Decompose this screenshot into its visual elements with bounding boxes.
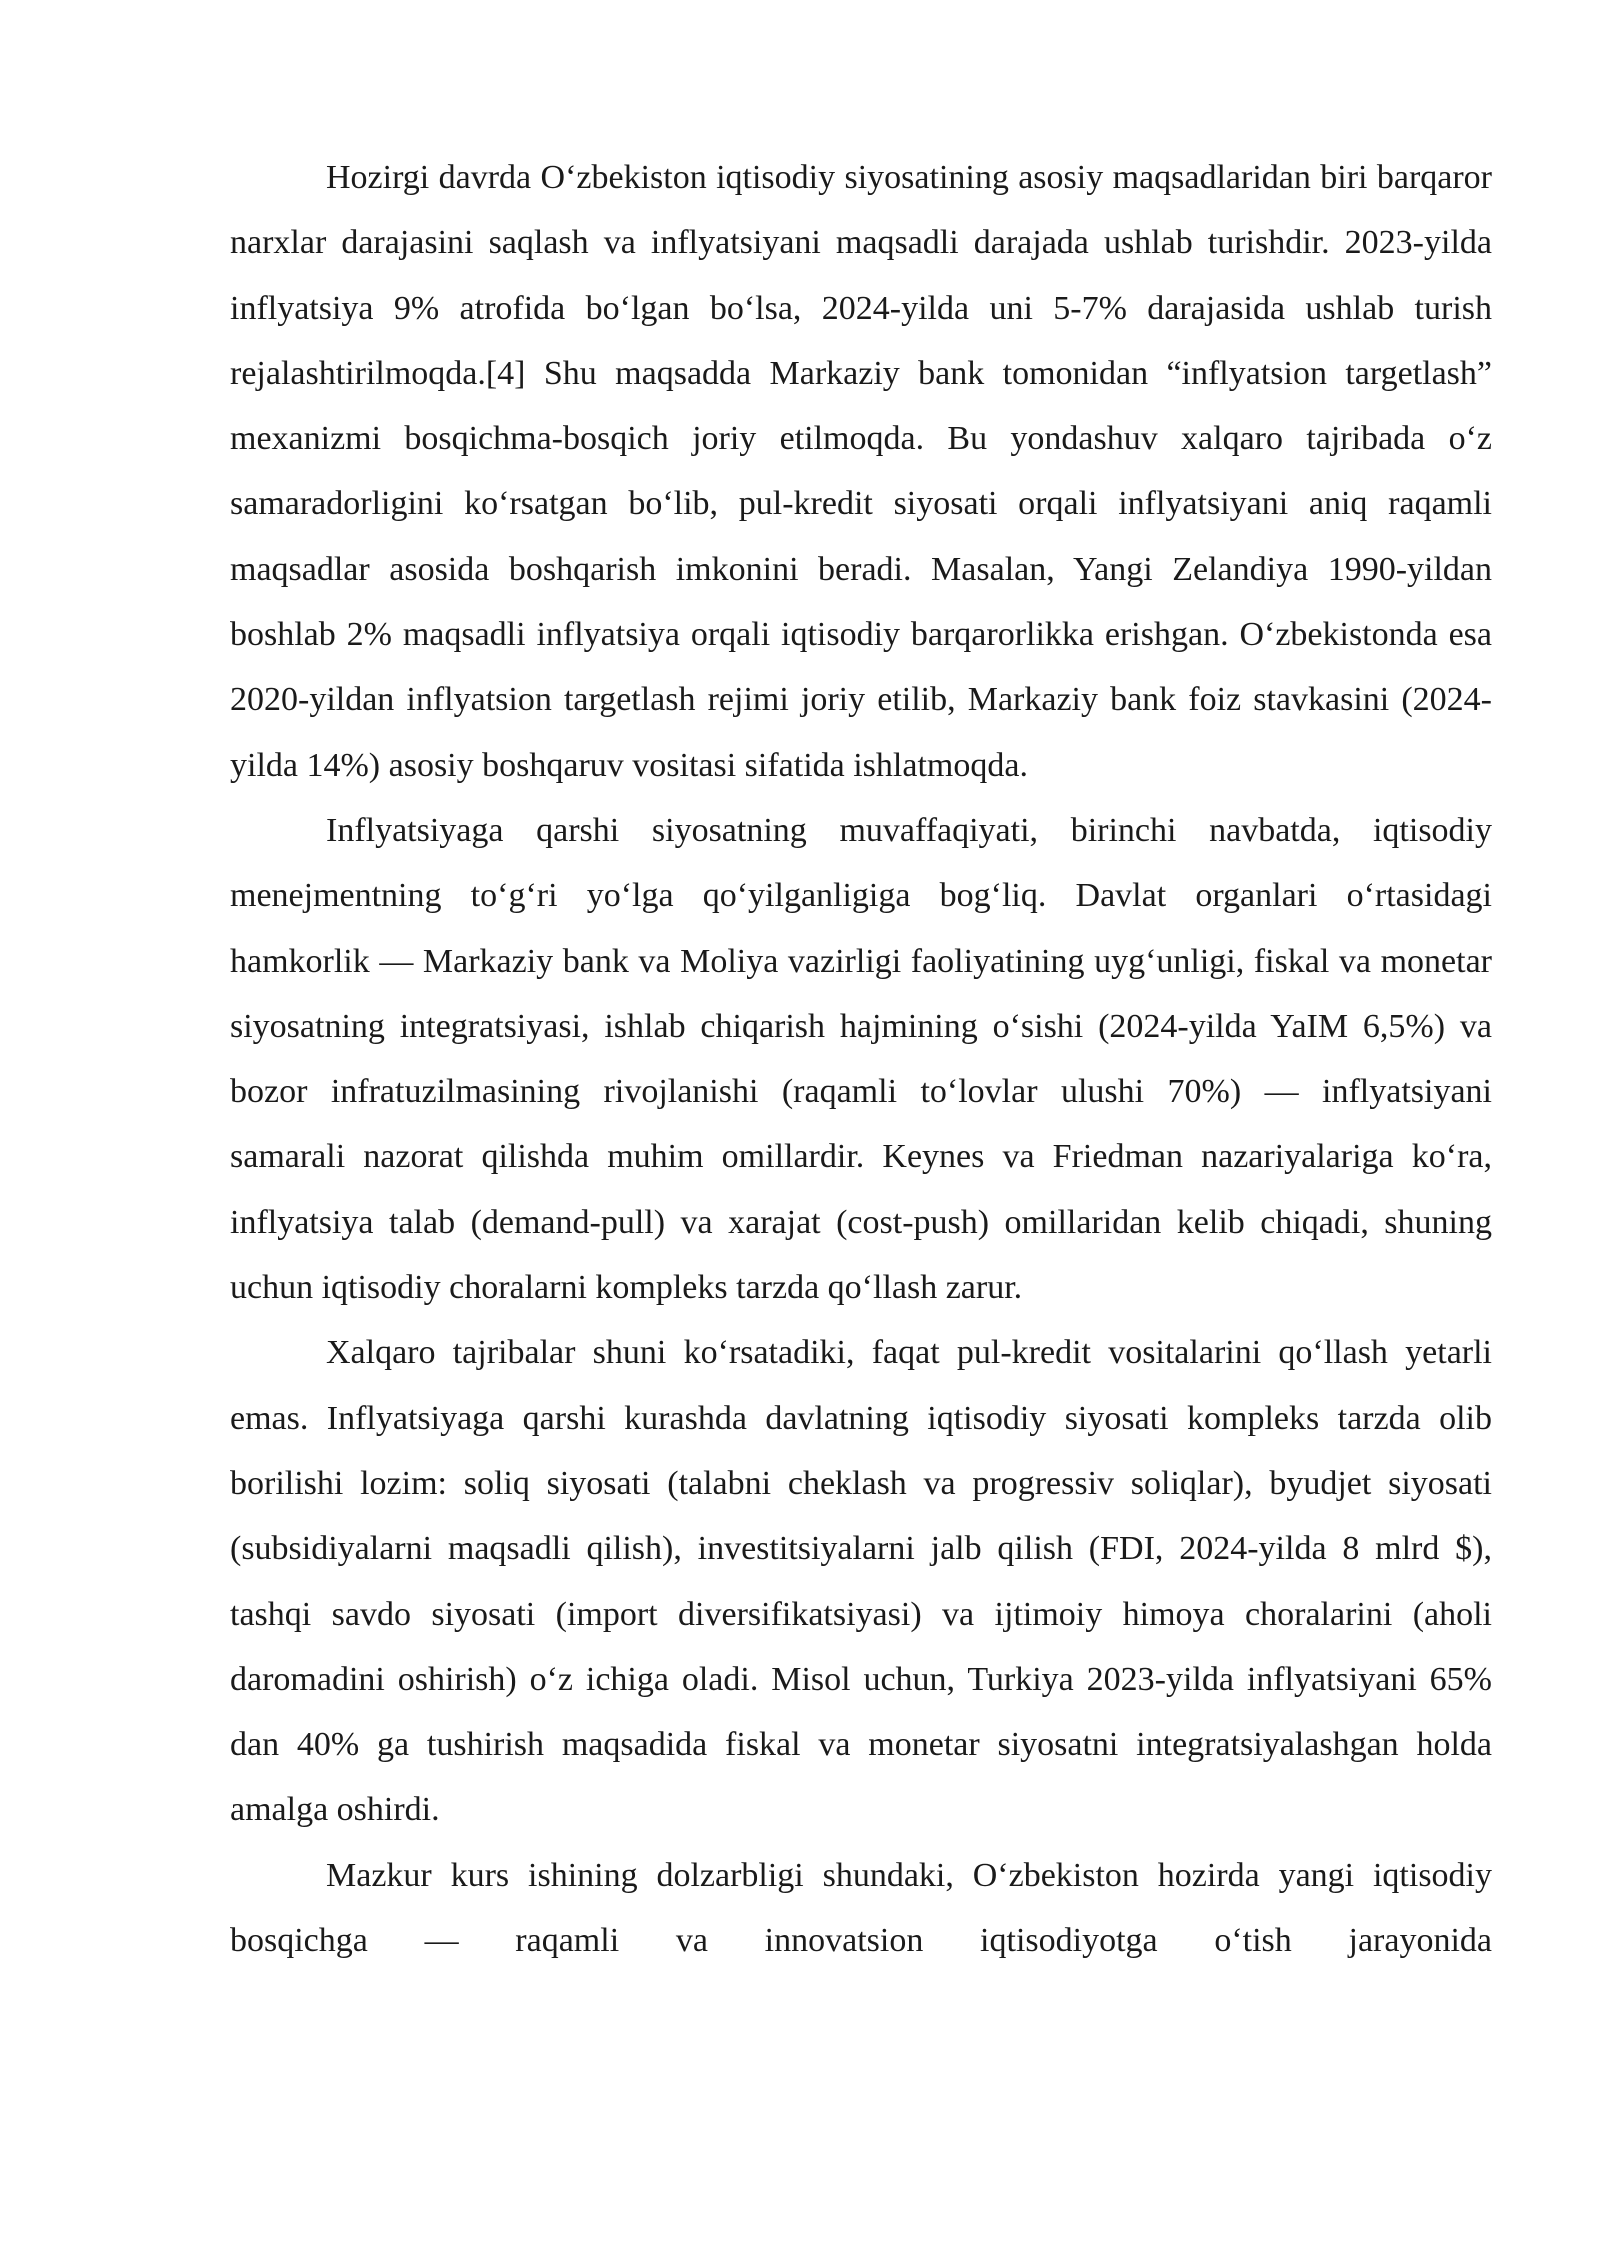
paragraph-3: Xalqaro tajribalar shuni ko‘rsatadiki, faqat pul-kredit vositalarini qo‘llash yetarli emas. Inflyatsiyaga qarshi kurashda davlatning iqtisodiy siyosati kompleks tarzda olib borilishi lozim: soliq siyosati (talabni cheklash va progressiv soliqlar), byudjet siyosati (subsidiyalarni maqsadli qilish), investitsiyalarni jalb qilish (FDI, 2024-yilda 8 mlrd $), tashqi savdo siyosati (import diversifikatsiyasi) va ijtimoiy himoya choralarini (aholi daromadini oshirish) o‘z ichiga oladi. Misol uchun, Turkiya 2023-yilda inflyatsiyani 65% dan 40% ga tushirish maqsadida fiskal va monetar siyosatni integratsiyalashgan holda amalga oshirdi. [230,1334,1492,1829]
paragraph-2: Inflyatsiyaga qarshi siyosatning muvaffaqiyati, birinchi navbatda, iqtisodiy menejmentning to‘g‘ri yo‘lga qo‘yilganligiga bog‘liq. Davlat organlari o‘rtasidagi hamkorlik — Markaziy bank va Moliya vazirligi faoliyatining uyg‘unligi, fiskal va monetar siyosatning integratsiyasi, ishlab chiqarish hajmining o‘sishi (2024-yilda YaIM 6,5%) va bozor infratuzilmasining rivojlanishi (raqamli to‘lovlar ulushi 70%) — inflyatsiyani samarali nazorat qilishda muhim omillardir. Keynes va Friedman nazariyalariga ko‘ra, inflyatsiya talab (demand-pull) va xarajat (cost-push) omillaridan kelib chiqadi, shuning uchun iqtisodiy choralarni kompleks tarzda qo‘llash zarur. [230,811,1492,1307]
paragraph-4: Mazkur kurs ishining dolzarbligi shundaki, O‘zbekiston hozirda yangi iqtisodiy bosqichga — raqamli va innovatsion iqtisodiyotga o‘tish jarayonida [230,1856,1492,1960]
paragraph-1: Hozirgi davrda O‘zbekiston iqtisodiy siyosatining asosiy maqsadlaridan biri barqaror narxlar darajasini saqlash va inflyatsiyani maqsadli darajada ushlab turishdir. 2023-yilda inflyatsiya 9% atrofida bo‘lgan bo‘lsa, 2024-yilda uni 5-7% darajasida ushlab turish rejalashtirilmoqda.[4] Shu maqsadda Markaziy bank tomonidan “inflyatsion targetlash” mexanizmi bosqichma-bosqich joriy etilmoqda. Bu yondashuv xalqaro tajribada o‘z samaradorligini ko‘rsatgan bo‘lib, pul-kredit siyosati orqali inflyatsiyani aniq raqamli maqsadlar asosida boshqarish imkonini beradi. Masalan, Yangi Zelandiya 1990-yildan boshlab 2% maqsadli inflyatsiya orqali iqtisodiy barqarorlikka erishgan. O‘zbekistonda esa 2020-yildan inflyatsion targetlash rejimi joriy etilib, Markaziy bank foiz stavkasini (2024-yilda 14%) asosiy boshqaruv vositasi sifatida ishlatmoqda. [230,159,1492,784]
document-page [230,145,1492,1973]
